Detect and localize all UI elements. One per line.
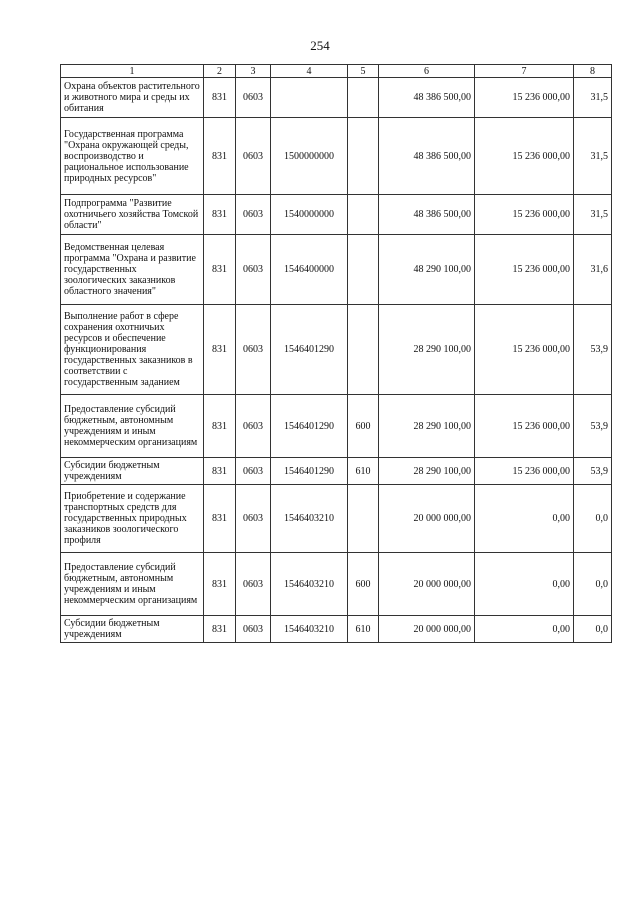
row-razdel-cell: 0603: [236, 195, 271, 235]
row-vr-cell: [348, 235, 379, 305]
row-razdel-cell: 0603: [236, 118, 271, 195]
row-vr-cell: [348, 118, 379, 195]
row-plan-cell: 20 000 000,00: [379, 616, 475, 643]
table-row: [61, 485, 612, 553]
row-vr-cell: 600: [348, 395, 379, 458]
table-row: [61, 616, 612, 643]
row-fact-cell: 0,00: [475, 485, 574, 553]
row-csr-cell: 1540000000: [271, 195, 348, 235]
row-percent-cell: 53,9: [574, 458, 612, 485]
row-percent-cell: 31,5: [574, 118, 612, 195]
row-ved-cell: 831: [204, 78, 236, 118]
row-percent-cell: 0,0: [574, 616, 612, 643]
row-plan-cell: 48 290 100,00: [379, 235, 475, 305]
row-plan-cell: 28 290 100,00: [379, 458, 475, 485]
row-name-cell: Ведомственная целевая программа "Охрана и развитие государственных зоологических заказников областного значения": [61, 235, 204, 305]
row-csr-cell: 1546401290: [271, 305, 348, 395]
row-ved-cell: 831: [204, 395, 236, 458]
table-row: [61, 235, 612, 305]
row-percent-cell: 31,5: [574, 78, 612, 118]
table-row: [61, 78, 612, 118]
row-ved-cell: 831: [204, 485, 236, 553]
header-cell-6: 6: [379, 65, 475, 78]
row-csr-cell: 1546400000: [271, 235, 348, 305]
header-cell-5: 5: [348, 65, 379, 78]
row-plan-cell: 20 000 000,00: [379, 485, 475, 553]
header-cell-4: 4: [271, 65, 348, 78]
row-name-cell: Охрана объектов растительного и животного мира и среды их обитания: [61, 78, 204, 118]
row-name-cell: Предоставление субсидий бюджетным, автономным учреждениям и иным некоммерческим организациям: [61, 553, 204, 616]
row-name-cell: Подпрограмма "Развитие охотничьего хозяйства Томской области": [61, 195, 204, 235]
row-csr-cell: [271, 78, 348, 118]
header-cell-8: 8: [574, 65, 612, 78]
row-percent-cell: 53,9: [574, 305, 612, 395]
row-fact-cell: 15 236 000,00: [475, 235, 574, 305]
row-percent-cell: 0,0: [574, 485, 612, 553]
header-cell-3: 3: [236, 65, 271, 78]
header-cell-1: 1: [61, 65, 204, 78]
row-percent-cell: 31,6: [574, 235, 612, 305]
row-ved-cell: 831: [204, 118, 236, 195]
row-fact-cell: 15 236 000,00: [475, 195, 574, 235]
row-name-cell: Субсидии бюджетным учреждениям: [61, 616, 204, 643]
row-name-cell: Приобретение и содержание транспортных средств для государственных природных заказников зоологического профиля: [61, 485, 204, 553]
row-percent-cell: 53,9: [574, 395, 612, 458]
row-plan-cell: 28 290 100,00: [379, 395, 475, 458]
row-ved-cell: 831: [204, 616, 236, 643]
row-razdel-cell: 0603: [236, 616, 271, 643]
row-razdel-cell: 0603: [236, 485, 271, 553]
row-plan-cell: 48 386 500,00: [379, 118, 475, 195]
row-ved-cell: 831: [204, 553, 236, 616]
row-vr-cell: 600: [348, 553, 379, 616]
row-name-cell: Государственная программа "Охрана окружающей среды, воспроизводство и рациональное использование природных ресурсов": [61, 118, 204, 195]
table-row: [61, 395, 612, 458]
table-row: [61, 305, 612, 395]
row-razdel-cell: 0603: [236, 458, 271, 485]
table-row: [61, 118, 612, 195]
row-razdel-cell: 0603: [236, 395, 271, 458]
row-ved-cell: 831: [204, 458, 236, 485]
row-fact-cell: 15 236 000,00: [475, 78, 574, 118]
row-csr-cell: 1546401290: [271, 395, 348, 458]
header-cell-2: 2: [204, 65, 236, 78]
row-csr-cell: 1500000000: [271, 118, 348, 195]
row-csr-cell: 1546403210: [271, 616, 348, 643]
page-number: 254: [310, 38, 330, 53]
row-vr-cell: 610: [348, 458, 379, 485]
table-row: [61, 458, 612, 485]
table-row: [61, 553, 612, 616]
row-razdel-cell: 0603: [236, 305, 271, 395]
header-cell-7: 7: [475, 65, 574, 78]
row-name-cell: Предоставление субсидий бюджетным, автономным учреждениям и иным некоммерческим организациям: [61, 395, 204, 458]
row-fact-cell: 0,00: [475, 553, 574, 616]
row-percent-cell: 0,0: [574, 553, 612, 616]
row-plan-cell: 48 386 500,00: [379, 78, 475, 118]
row-fact-cell: 15 236 000,00: [475, 395, 574, 458]
row-plan-cell: 20 000 000,00: [379, 553, 475, 616]
row-csr-cell: 1546403210: [271, 485, 348, 553]
row-ved-cell: 831: [204, 195, 236, 235]
row-razdel-cell: 0603: [236, 553, 271, 616]
row-vr-cell: [348, 78, 379, 118]
row-name-cell: Субсидии бюджетным учреждениям: [61, 458, 204, 485]
row-fact-cell: 15 236 000,00: [475, 118, 574, 195]
row-plan-cell: 28 290 100,00: [379, 305, 475, 395]
budget-table: [60, 64, 612, 643]
row-plan-cell: 48 386 500,00: [379, 195, 475, 235]
row-vr-cell: [348, 195, 379, 235]
row-vr-cell: [348, 485, 379, 553]
row-vr-cell: [348, 305, 379, 395]
row-fact-cell: 15 236 000,00: [475, 305, 574, 395]
table-header-row: [61, 65, 612, 78]
row-razdel-cell: 0603: [236, 235, 271, 305]
row-csr-cell: 1546403210: [271, 553, 348, 616]
row-percent-cell: 31,5: [574, 195, 612, 235]
row-ved-cell: 831: [204, 305, 236, 395]
row-fact-cell: 0,00: [475, 616, 574, 643]
budget-table-body: [61, 65, 612, 643]
row-csr-cell: 1546401290: [271, 458, 348, 485]
row-ved-cell: 831: [204, 235, 236, 305]
row-vr-cell: 610: [348, 616, 379, 643]
table-row: [61, 195, 612, 235]
row-razdel-cell: 0603: [236, 78, 271, 118]
row-name-cell: Выполнение работ в сфере сохранения охотничьих ресурсов и обеспечение функционирования государственных заказников в соответствии с государственным заданием: [61, 305, 204, 395]
row-fact-cell: 15 236 000,00: [475, 458, 574, 485]
